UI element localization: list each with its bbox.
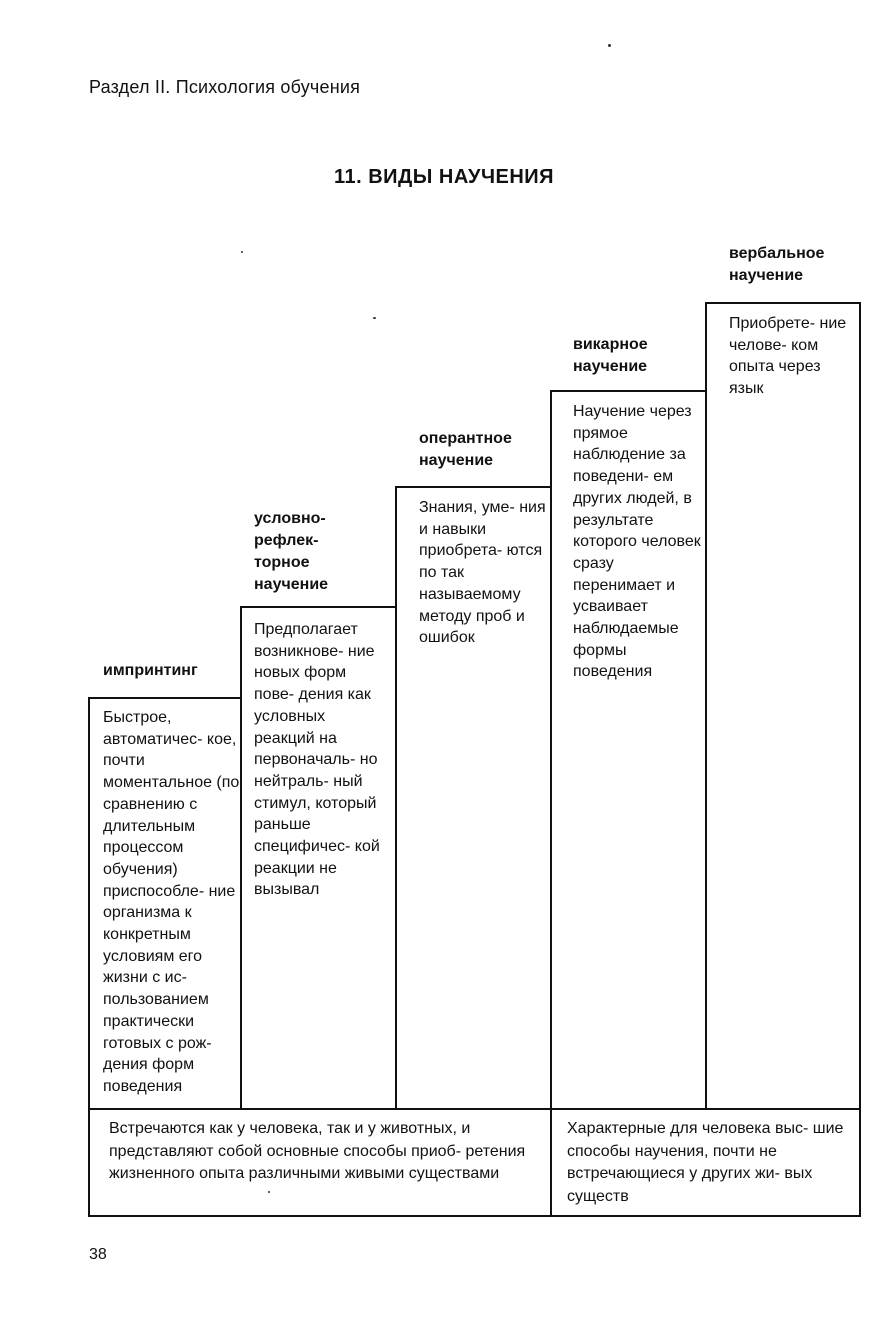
step-desc-imprinting: Быстрое, автоматичес- кое, почти моментальное (по сравнению с длительным процессом обучения) приспособле- ние организма к конкретным условиям его жизни с ис- пользованием практически готовых с рож- дения форм поведения (103, 709, 240, 1095)
scan-speck (268, 1191, 270, 1193)
bottom-left-text: Встречаются как у человека, так и у животных, и представляют собой основные способы приоб- ретения жизненного опыта различными живыми существами (109, 1120, 526, 1182)
scan-speck (241, 251, 243, 253)
step-label-operant: оперантное научение (419, 430, 512, 469)
step-label-conditioned-reflex: условно- рефлек- торное научение (254, 510, 329, 593)
scan-speck (608, 44, 611, 47)
step-desc-vicarious: Научение через прямое наблюдение за поведени- ем других людей, в результате которого человек сразу перенимает и усваивает наблюдаемые формы поведения (573, 403, 701, 681)
step-label-verbal: вербальное научение (729, 245, 825, 284)
step-label-imprinting: импринтинг (103, 662, 198, 679)
step-desc-verbal: Приобрете- ние челове- ком опыта через язык (729, 315, 847, 398)
step-label-vicarious: викарное научение (573, 336, 648, 375)
scan-speck (373, 317, 376, 319)
step-desc-operant: Знания, уме- ния и навыки приобрета- ются по так называемому методу проб и ошибок (419, 499, 546, 647)
page-number: 38 (89, 1246, 107, 1263)
running-head: Раздел II. Психология обучения (89, 77, 361, 97)
step-desc-conditioned-reflex: Предполагает возникнове- ние новых форм пове- дения как условных реакций на первоначаль- но нейтраль- ный стимул, который раньше специфичес- кой реакции не вызывал (254, 621, 380, 899)
page-title: 11. ВИДЫ НАУЧЕНИЯ (333, 166, 555, 188)
bottom-right-text: Характерные для человека выс- шие способы научения, почти не встречающиеся у других жи- вых существ (567, 1120, 844, 1205)
